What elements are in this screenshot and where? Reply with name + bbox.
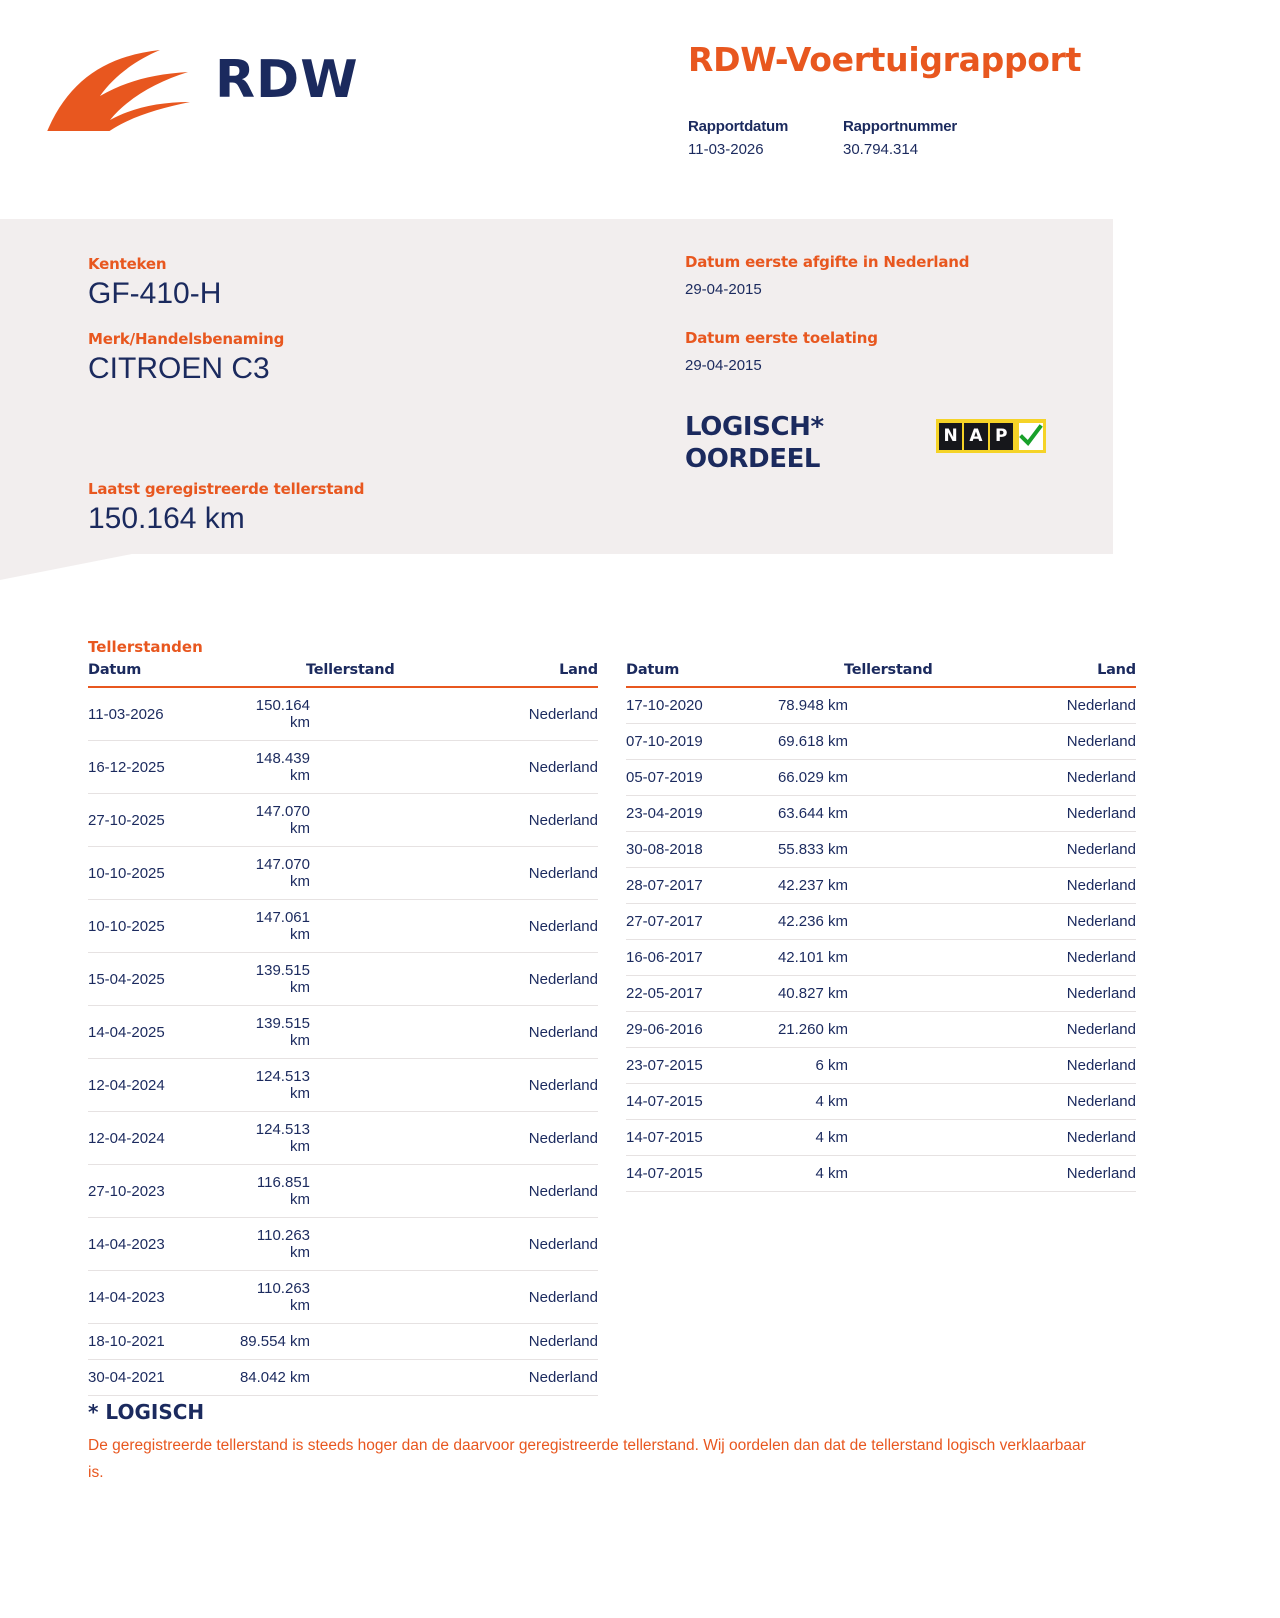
verdict-text	[685, 412, 824, 475]
kenteken-value: GF-410-H	[88, 277, 222, 310]
cell-odometer: 21.260 km	[776, 1012, 1018, 1048]
check-mark-icon	[1019, 423, 1043, 450]
cell-date: 16-06-2017	[626, 940, 776, 976]
column-header-date: Datum	[626, 662, 776, 687]
cell-odometer: 110.263 km	[238, 1218, 480, 1271]
table-row	[88, 1324, 598, 1360]
cell-date: 14-04-2023	[88, 1218, 238, 1271]
table-row	[88, 1218, 598, 1271]
merk-value: CITROEN C3	[88, 352, 270, 385]
cell-odometer: 78.948 km	[776, 687, 1018, 724]
table-row	[626, 760, 1136, 796]
table-row	[626, 724, 1136, 760]
cell-odometer: 4 km	[776, 1084, 1018, 1120]
table-row	[88, 1006, 598, 1059]
cell-date: 27-10-2025	[88, 794, 238, 847]
cell-date: 27-10-2023	[88, 1165, 238, 1218]
table-row	[88, 1165, 598, 1218]
cell-country: Nederland	[1018, 904, 1136, 940]
cell-odometer: 42.236 km	[776, 904, 1018, 940]
report-number-label: Rapportnummer	[843, 118, 958, 135]
cell-date: 07-10-2019	[626, 724, 776, 760]
table-row	[88, 847, 598, 900]
cell-odometer: 69.618 km	[776, 724, 1018, 760]
cell-date: 10-10-2025	[88, 900, 238, 953]
cell-country: Nederland	[1018, 760, 1136, 796]
cell-country: Nederland	[480, 1059, 598, 1112]
report-date-value: 11-03-2026	[688, 141, 764, 158]
cell-odometer: 55.833 km	[776, 832, 1018, 868]
cell-odometer: 147.070 km	[238, 847, 480, 900]
table-row	[626, 1048, 1136, 1084]
cell-odometer: 150.164 km	[238, 687, 480, 741]
last-odometer-label: Laatst geregistreerde tellerstand	[88, 480, 365, 498]
kenteken-label: Kenteken	[88, 255, 167, 273]
cell-country: Nederland	[480, 1218, 598, 1271]
cell-date: 29-06-2016	[626, 1012, 776, 1048]
first-registration-nl-value: 29-04-2015	[685, 281, 762, 298]
table-row	[626, 868, 1136, 904]
page-title: RDW-Voertuigrapport	[688, 40, 1082, 79]
cell-date: 12-04-2024	[88, 1112, 238, 1165]
cell-country: Nederland	[480, 1360, 598, 1396]
cell-date: 14-07-2015	[626, 1084, 776, 1120]
cell-date: 30-04-2021	[88, 1360, 238, 1396]
readings-section-title: Tellerstanden	[88, 638, 203, 656]
table-row	[626, 796, 1136, 832]
odometer-table-left	[88, 662, 598, 1396]
table-row	[88, 1059, 598, 1112]
merk-label: Merk/Handelsbenaming	[88, 330, 285, 348]
table-header-row	[88, 662, 598, 687]
column-header-odometer: Tellerstand	[776, 662, 1018, 687]
cell-date: 05-07-2019	[626, 760, 776, 796]
table-row	[626, 832, 1136, 868]
panel-corner-notch	[0, 554, 132, 580]
table-row	[88, 741, 598, 794]
cell-date: 17-10-2020	[626, 687, 776, 724]
cell-date: 16-12-2025	[88, 741, 238, 794]
cell-country: Nederland	[480, 1271, 598, 1324]
cell-country: Nederland	[1018, 796, 1136, 832]
cell-country: Nederland	[1018, 1084, 1136, 1120]
first-registration-nl-label: Datum eerste afgifte in Nederland	[685, 253, 970, 271]
table-row	[88, 1360, 598, 1396]
cell-country: Nederland	[1018, 868, 1136, 904]
cell-odometer: 147.070 km	[238, 794, 480, 847]
table-row	[88, 1112, 598, 1165]
cell-odometer: 42.101 km	[776, 940, 1018, 976]
table-row	[88, 953, 598, 1006]
cell-country: Nederland	[480, 687, 598, 741]
table-row	[88, 900, 598, 953]
footnote-title: * LOGISCH	[88, 1400, 205, 1424]
cell-country: Nederland	[1018, 832, 1136, 868]
cell-country: Nederland	[1018, 1156, 1136, 1192]
rdw-flame-icon	[40, 46, 205, 131]
cell-country: Nederland	[480, 794, 598, 847]
cell-date: 10-10-2025	[88, 847, 238, 900]
cell-country: Nederland	[480, 1165, 598, 1218]
cell-odometer: 4 km	[776, 1120, 1018, 1156]
cell-country: Nederland	[480, 847, 598, 900]
cell-odometer: 147.061 km	[238, 900, 480, 953]
report-header	[0, 0, 1280, 215]
cell-date: 14-04-2025	[88, 1006, 238, 1059]
nap-badge	[936, 419, 1046, 453]
cell-country: Nederland	[480, 953, 598, 1006]
cell-date: 22-05-2017	[626, 976, 776, 1012]
table-row	[626, 976, 1136, 1012]
cell-odometer: 84.042 km	[238, 1360, 480, 1396]
column-header-country: Land	[480, 662, 598, 687]
table-row	[88, 1271, 598, 1324]
cell-country: Nederland	[1018, 724, 1136, 760]
cell-date: 27-07-2017	[626, 904, 776, 940]
cell-odometer: 139.515 km	[238, 1006, 480, 1059]
cell-odometer: 89.554 km	[238, 1324, 480, 1360]
nap-letter-n: N	[939, 423, 962, 450]
cell-country: Nederland	[1018, 687, 1136, 724]
cell-date: 14-04-2023	[88, 1271, 238, 1324]
cell-date: 15-04-2025	[88, 953, 238, 1006]
verdict-line-2: OORDEEL	[685, 443, 821, 474]
table-row	[626, 940, 1136, 976]
cell-country: Nederland	[1018, 976, 1136, 1012]
odometer-table-right	[626, 662, 1136, 1192]
cell-date: 23-04-2019	[626, 796, 776, 832]
cell-odometer: 63.644 km	[776, 796, 1018, 832]
column-header-date: Datum	[88, 662, 238, 687]
vehicle-summary-panel	[0, 219, 1113, 554]
cell-odometer: 124.513 km	[238, 1059, 480, 1112]
table-row	[88, 687, 598, 741]
first-admission-label: Datum eerste toelating	[685, 329, 878, 347]
cell-odometer: 66.029 km	[776, 760, 1018, 796]
column-header-odometer: Tellerstand	[238, 662, 480, 687]
cell-country: Nederland	[1018, 1120, 1136, 1156]
cell-odometer: 148.439 km	[238, 741, 480, 794]
first-admission-value: 29-04-2015	[685, 357, 762, 374]
cell-odometer: 139.515 km	[238, 953, 480, 1006]
cell-odometer: 6 km	[776, 1048, 1018, 1084]
report-date-label: Rapportdatum	[688, 118, 789, 135]
table-row	[88, 794, 598, 847]
table-header-row	[626, 662, 1136, 687]
cell-country: Nederland	[1018, 1048, 1136, 1084]
cell-date: 14-07-2015	[626, 1120, 776, 1156]
cell-country: Nederland	[480, 1006, 598, 1059]
table-row	[626, 1120, 1136, 1156]
nap-letter-p: P	[990, 423, 1013, 450]
verdict-line-1: LOGISCH*	[685, 412, 824, 442]
table-row	[626, 687, 1136, 724]
cell-date: 28-07-2017	[626, 868, 776, 904]
cell-date: 23-07-2015	[626, 1048, 776, 1084]
cell-odometer: 116.851 km	[238, 1165, 480, 1218]
cell-country: Nederland	[480, 1324, 598, 1360]
rdw-wordmark: RDW	[215, 50, 359, 110]
rdw-logo	[40, 28, 360, 138]
cell-odometer: 124.513 km	[238, 1112, 480, 1165]
cell-odometer: 4 km	[776, 1156, 1018, 1192]
cell-date: 14-07-2015	[626, 1156, 776, 1192]
cell-odometer: 42.237 km	[776, 868, 1018, 904]
cell-date: 12-04-2024	[88, 1059, 238, 1112]
cell-odometer: 110.263 km	[238, 1271, 480, 1324]
nap-letter-a: A	[964, 423, 987, 450]
table-row	[626, 904, 1136, 940]
last-odometer-value: 150.164 km	[88, 502, 245, 535]
cell-country: Nederland	[480, 1112, 598, 1165]
cell-date: 18-10-2021	[88, 1324, 238, 1360]
table-row	[626, 1012, 1136, 1048]
cell-odometer: 40.827 km	[776, 976, 1018, 1012]
cell-country: Nederland	[1018, 940, 1136, 976]
column-header-country: Land	[1018, 662, 1136, 687]
report-number-value: 30.794.314	[843, 141, 919, 158]
cell-country: Nederland	[480, 741, 598, 794]
report-meta	[688, 118, 957, 158]
cell-date: 30-08-2018	[626, 832, 776, 868]
table-row	[626, 1156, 1136, 1192]
footnote-text: De geregistreerde tellerstand is steeds hoger dan de daarvoor geregistreerde tellerstand. Wij oordelen dan dat de tellerstand logisch verklaarbaar is.	[88, 1437, 1086, 1482]
cell-country: Nederland	[480, 900, 598, 953]
cell-date: 11-03-2026	[88, 687, 238, 741]
table-row	[626, 1084, 1136, 1120]
cell-country: Nederland	[1018, 1012, 1136, 1048]
